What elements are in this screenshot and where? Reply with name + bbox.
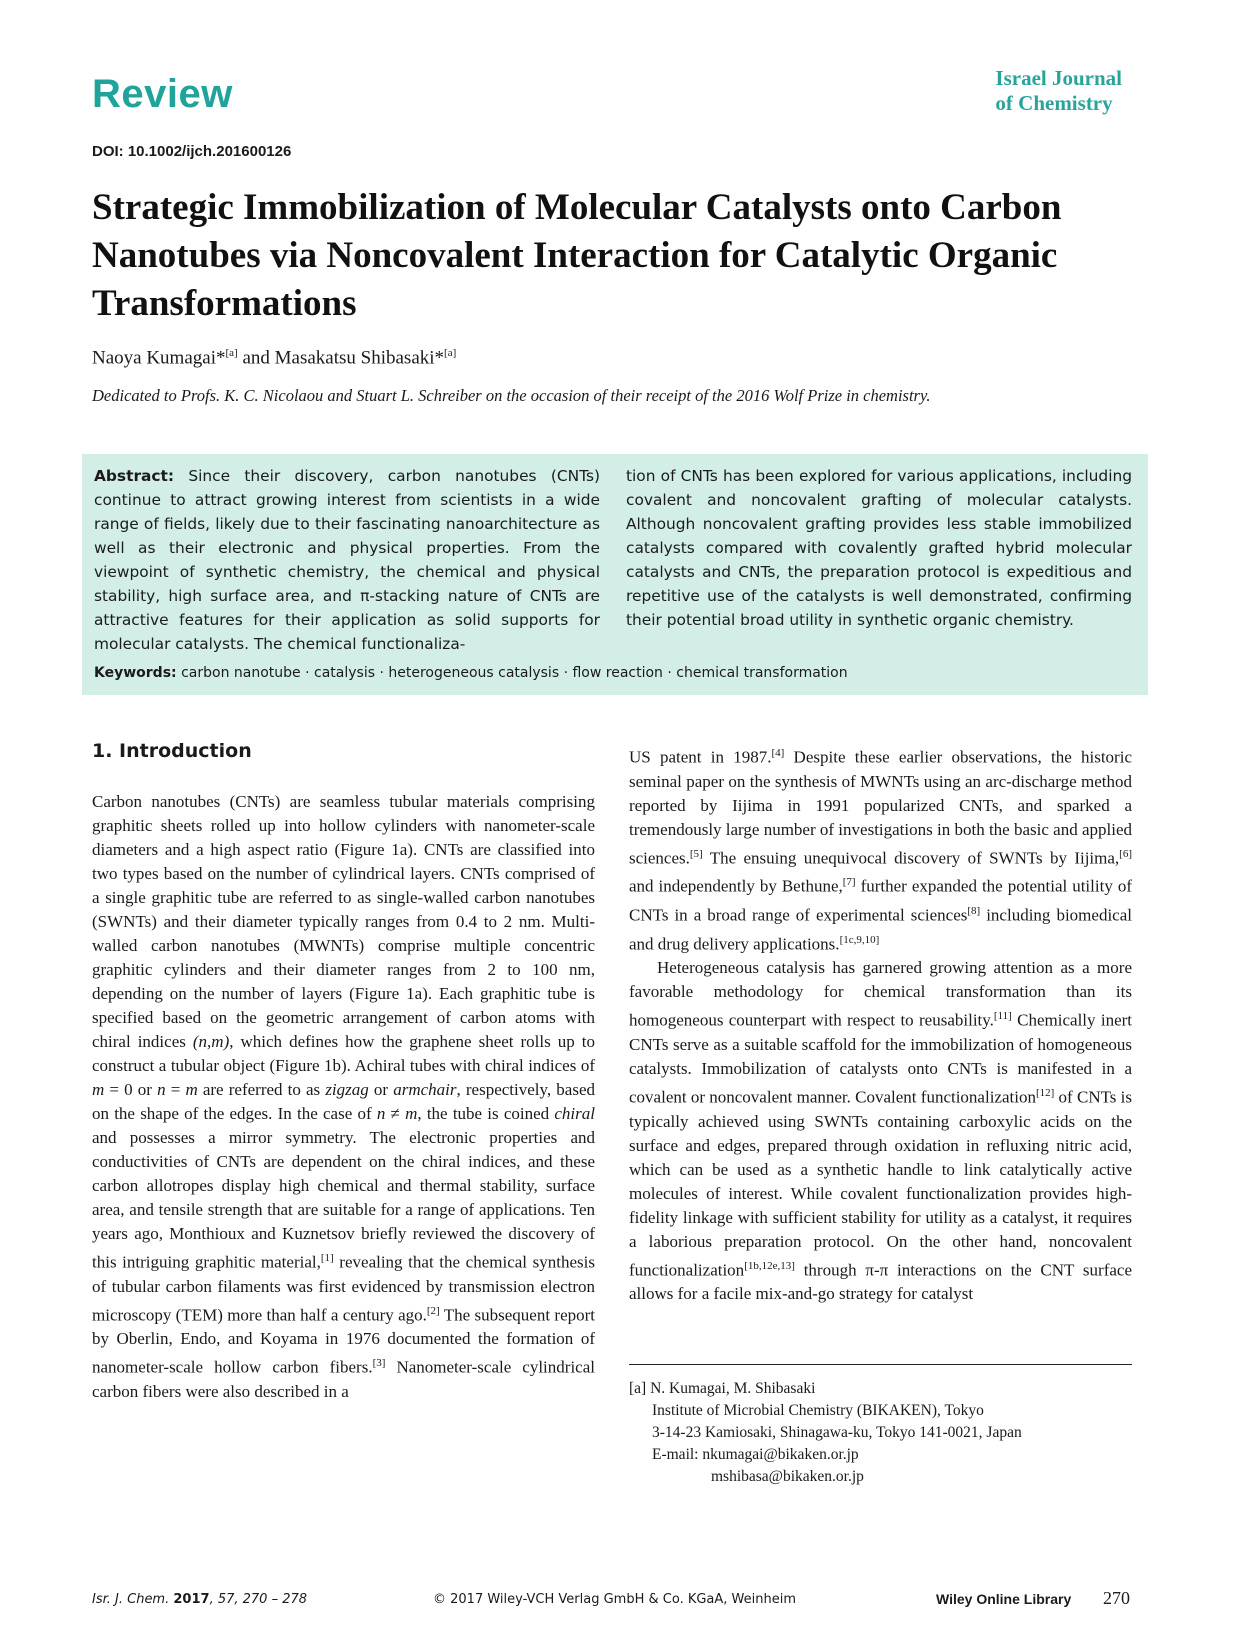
journal-logo: [995, 66, 1122, 116]
text-run: ≠: [385, 1104, 406, 1123]
text-run: and independently by Bethune,: [629, 876, 843, 896]
body-column-right: [629, 741, 1132, 1306]
author-conjunction: and: [237, 347, 275, 369]
text-run: Heterogeneous catalysis has garnered growing attention as a more favorable methodology for chemical transformation than its homogeneous counterpart with respect to reusability.: [629, 958, 1132, 1030]
citation-ref: [7]: [842, 876, 856, 889]
footer-copyright: © 2017 Wiley-VCH Verlag GmbH & Co. KGaA, Weinheim: [433, 1592, 797, 1607]
journal-name-line2: of Chemistry: [995, 91, 1113, 115]
text-run: US patent in 1987.: [629, 747, 772, 767]
text-run: of CNTs is typically achieved using SWNTs containing carboxylic acids on the surface and edges, prepared through oxidation in refluxing nitric acid, which can be used as a synthetic handle to link catalytically active molecules of interest. While covalent functionalization provides high-fidelity linkage with sufficient stability for utility as a catalyst, it requires a laborious preparation protocol. On the other hand, noncovalent functionalization: [629, 1087, 1132, 1280]
citation-ref: [5]: [689, 847, 703, 860]
citation-ref: [3]: [372, 1357, 386, 1370]
footnote-address: 3-14-23 Kamiosaki, Shinagawa-ku, Tokyo 141-0021, Japan: [652, 1424, 1022, 1441]
citation-year: 2017: [173, 1592, 210, 1607]
abstract-column-left: [94, 464, 600, 656]
italic-term: n: [157, 1080, 166, 1099]
body-paragraph: [629, 956, 1132, 1306]
italic-term: n: [376, 1104, 386, 1123]
footnote-institute: Institute of Microbial Chemistry (BIKAKEN), Tokyo: [652, 1402, 984, 1419]
italic-term: m: [405, 1104, 418, 1123]
article-title: Strategic Immobilization of Molecular Catalysts onto Carbon Nanotubes via Noncovalent Interaction for Catalytic Organic Transformations: [92, 187, 1062, 324]
text-run: Nanometer-scale cylindrical carbon fibers were also described in a: [92, 1357, 595, 1401]
body-column-left: [92, 790, 595, 1404]
author-name: Masakatsu Shibasaki*: [274, 347, 445, 369]
footnote-email[interactable]: E-mail: nkumagai@bikaken.or.jp: [652, 1446, 859, 1463]
text-run: The subsequent report by Oberlin, Endo, and Koyama in 1976 documented the formation of nanometer-scale hollow carbon fibers.: [92, 1305, 595, 1377]
abstract-label: Abstract:: [94, 467, 175, 485]
footnote-authors: [a] N. Kumagai, M. Shibasaki: [629, 1380, 816, 1397]
keywords-list: carbon nanotube · catalysis · heterogeneous catalysis · flow reaction · chemical transformation: [176, 665, 848, 681]
italic-term: (n,m): [192, 1032, 230, 1051]
italic-term: m: [185, 1080, 198, 1099]
journal-name-line1: Israel Journal: [995, 66, 1122, 90]
author-line: [92, 347, 456, 369]
text-run: further expanded the potential utility of CNTs in a broad range of experimental sciences: [629, 876, 1132, 925]
citation-ref: [8]: [967, 904, 981, 917]
italic-term: zigzag: [325, 1080, 369, 1099]
footer-citation: [92, 1592, 307, 1607]
page-number: 270: [1103, 1588, 1130, 1608]
citation-ref: [6]: [1119, 847, 1132, 860]
citation-ref: [1b,12e,13]: [744, 1259, 795, 1272]
abstract-box: [82, 454, 1148, 695]
text-run: Carbon nanotubes (CNTs) are seamless tubular materials comprising graphitic sheets rolled up into hollow cylinders with nanometer-scale diameters and a high aspect ratio (Figure 1a). CNTs are classified into two types based on the number of cylindrical layers. CNTs comprised of a single graphitic tube are referred to as single-walled carbon nanotubes (SWNTs) and their diameter typically ranges from 0.4 to 2 nm. Multi-walled carbon nanotubes (MWNTs) comprise multiple concentric graphitic cylinders and their diameter ranges from 2 to 100 nm, depending on the number of layers (Figure 1a). Each graphitic tube is specified based on the geometric arrangement of carbon atoms with chiral indices: [92, 792, 595, 1051]
affiliation-marker: [a]: [444, 347, 457, 359]
text-run: , the tube is coined: [417, 1104, 555, 1123]
footnote-email[interactable]: mshibasa@bikaken.or.jp: [711, 1468, 864, 1485]
affiliation-marker: [a]: [225, 347, 238, 359]
section-label: Review: [92, 72, 233, 116]
italic-term: m: [92, 1080, 105, 1099]
citation-ref: [4]: [771, 747, 785, 759]
text-run: = 0 or: [104, 1080, 158, 1099]
text-run: Despite these earlier observations, the historic seminal paper on the synthesis of MWNTs using an arc-discharge method reported by Iijima in 1991 popularized CNTs, and sparked a tremendously large number of investigations in both the basic and applied sciences.: [629, 747, 1132, 868]
section-heading: 1. Introduction: [92, 740, 252, 762]
wiley-online-library-link[interactable]: Wiley Online Library: [936, 1591, 1072, 1607]
abstract-text: Since their discovery, carbon nanotubes (CNTs) continue to attract growing interest from scientists in a wide range of fields, likely due to their fascinating nanoarchitecture as well as their electronic and physical properties. From the viewpoint of synthetic chemistry, the chemical and physical stability, high surface area, and π-stacking nature of CNTs are attractive features for their application as solid supports for molecular catalysts. The chemical functionaliza-: [94, 467, 600, 653]
text-run: including biomedical and drug delivery applications.: [629, 905, 1132, 954]
text-run: revealing that the chemical synthesis of tubular carbon filaments was first evidenced by transmission electron microscopy (TEM) more than half a century ago.: [92, 1252, 595, 1325]
abstract-column-right: [626, 464, 1132, 632]
dedication: Dedicated to Profs. K. C. Nicolaou and Stuart L. Schreiber on the occasion of their receipt of the 2016 Wolf Prize in chemistry.: [92, 386, 931, 405]
citation-ref: [12]: [1035, 1086, 1055, 1099]
citation-ref: [11]: [993, 1010, 1012, 1023]
keywords-label: Keywords:: [94, 665, 177, 681]
footnote-divider: [629, 1364, 1132, 1365]
text-run: or: [368, 1080, 394, 1099]
text-run: =: [165, 1080, 186, 1099]
text-run: through π-π interactions on the CNT surface allows for a facile mix-and-go strategy for catalyst: [629, 1260, 1132, 1304]
italic-term: armchair: [393, 1080, 457, 1099]
keywords-line: [94, 665, 848, 681]
doi: DOI: 10.1002/ijch.201600126: [92, 143, 292, 160]
italic-term: chiral: [554, 1104, 595, 1123]
text-run: The ensuing unequivocal discovery of SWNTs by Iijima,: [702, 848, 1120, 868]
affiliation-footnote: [629, 1378, 1132, 1488]
text-run: Chemically inert CNTs serve as a suitable scaffold for the immobilization of homogeneous catalysts. Immobilization of catalysts onto CNTs is manifested in a covalent or noncovalent manner. Covalent functionalization: [629, 1010, 1132, 1107]
citation-ref: [1]: [320, 1252, 334, 1264]
text-run: , which defines how the graphene sheet rolls up to construct a tubular object (Figure 1b). Achiral tubes with chiral indices of: [92, 1032, 595, 1075]
text-run: , respectively, based on the shape of the edges. In the case of: [92, 1080, 595, 1123]
author-name: Naoya Kumagai*: [92, 347, 226, 369]
citation-journal: Isr. J. Chem.: [92, 1592, 174, 1607]
body-paragraph: [629, 741, 1132, 956]
text-run: and possesses a mirror symmetry. The electronic properties and conductivities of CNTs are dependent on the chiral indices, and these carbon allotropes display high chemical and thermal stability, surface area, and tensile strength that are suitable for a range of applications. Ten years ago, Monthioux and Kuznetsov briefly reviewed the discovery of this intriguing graphitic material,: [92, 1128, 595, 1272]
citation-ref: [2]: [426, 1304, 440, 1317]
text-run: are referred to as: [197, 1080, 326, 1099]
abstract-text: tion of CNTs has been explored for various applications, including covalent and noncovalent grafting of molecular catalysts. Although noncovalent grafting provides less stable immobilized catalysts compared with covalently grafted hybrid molecular catalysts and CNTs, the preparation protocol is expeditious and repetitive use of the catalysts is well demonstrated, confirming their potential broad utility in synthetic organic chemistry.: [626, 467, 1132, 629]
citation-ref: [1c,9,10]: [839, 933, 880, 946]
body-paragraph: [92, 790, 595, 1404]
citation-volume-pages: , 57, 270 – 278: [209, 1592, 308, 1607]
